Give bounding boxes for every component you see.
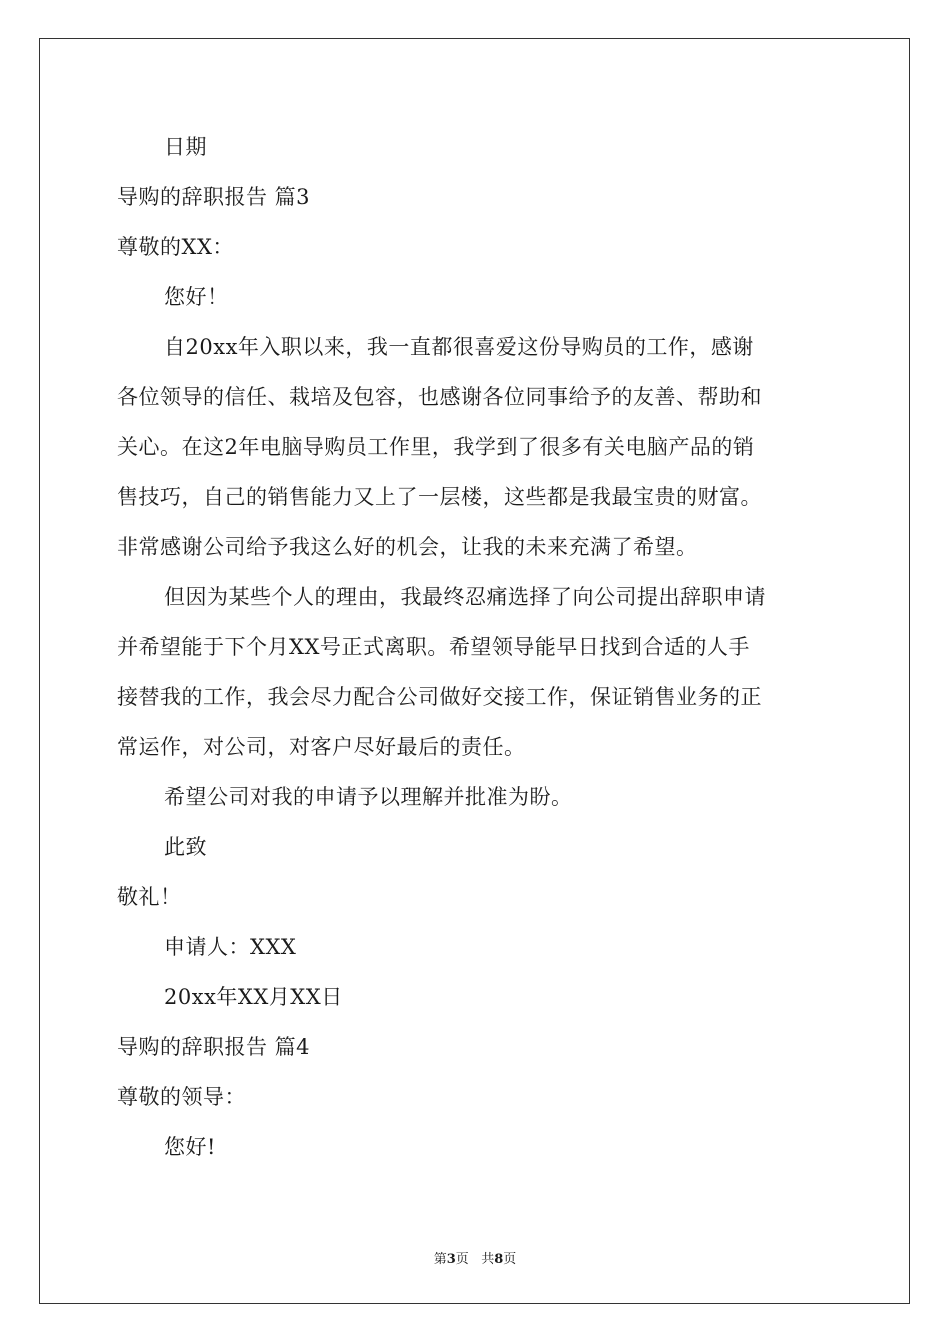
page-footer (0, 1248, 950, 1267)
greeting: 您好！ (164, 285, 229, 309)
paragraph-line: 售技巧，自己的销售能力又上了一层楼，这些都是我最宝贵的财富。 (117, 485, 762, 509)
closing-salute: 敬礼！ (117, 885, 182, 909)
paragraph-line: 希望公司对我的申请予以理解并批准为盼。 (164, 785, 573, 809)
paragraph-line: 并希望能于下个月XX号正式离职。希望领导能早日找到合适的人手 (117, 635, 750, 659)
paragraph-line: 但因为某些个人的理由，我最终忍痛选择了向公司提出辞职申请 (164, 585, 766, 609)
footer-prefix: 第 (433, 1252, 447, 1267)
section-title-4: 导购的辞职报告 篇4 (117, 1035, 311, 1059)
footer-suffix: 页 (503, 1252, 517, 1267)
paragraph-line: 关心。在这2年电脑导购员工作里，我学到了很多有关电脑产品的销 (117, 435, 755, 459)
paragraph-line: 常运作，对公司，对客户尽好最后的责任。 (117, 735, 526, 759)
salutation: 尊敬的领导： (117, 1085, 246, 1109)
section-title-3: 导购的辞职报告 篇3 (117, 185, 311, 209)
footer-page-number: 3 (446, 1252, 456, 1267)
footer-total-pages: 8 (494, 1252, 504, 1267)
closing-phrase: 此致 (164, 835, 207, 859)
paragraph-line: 非常感谢公司给予我这么好的机会，让我的未来充满了希望。 (117, 535, 698, 559)
applicant-name: 申请人：XXX (164, 935, 297, 959)
page-border (39, 38, 910, 1304)
paragraph-line: 各位领导的信任、栽培及包容，也感谢各位同事给予的友善、帮助和 (117, 385, 762, 409)
greeting: 您好! (164, 1135, 216, 1159)
paragraph-line: 接替我的工作，我会尽力配合公司做好交接工作，保证销售业务的正 (117, 685, 762, 709)
date-label: 日期 (164, 135, 207, 159)
footer-mid: 页 共 (455, 1252, 495, 1267)
paragraph-line: 自20xx年入职以来，我一直都很喜爱这份导购员的工作，感谢 (164, 335, 754, 359)
signature-date: 20xx年XX月XX日 (164, 985, 343, 1009)
salutation: 尊敬的XX： (117, 235, 234, 259)
